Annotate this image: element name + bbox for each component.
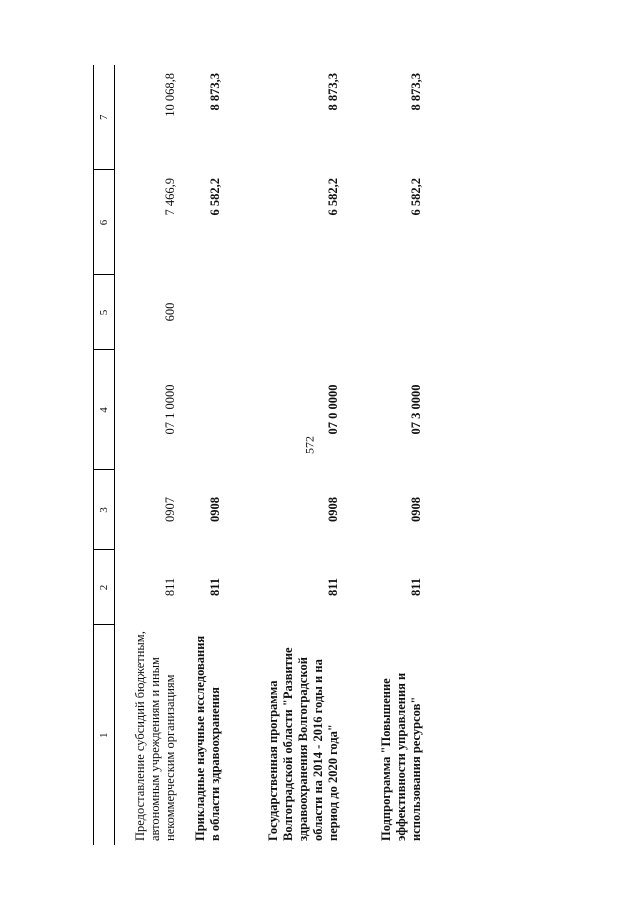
row-amount-7: 8 873,3: [208, 73, 222, 111]
row-section: 0908: [409, 497, 423, 522]
header-col-5: 5: [94, 275, 115, 350]
row-vid: [178, 275, 223, 350]
row-target: [178, 350, 223, 470]
row-amount-6: 6 582,2: [409, 178, 423, 216]
row-target: 07 3 0000: [409, 384, 423, 435]
table-row: [341, 65, 424, 845]
row-name: Предоставление субсидий бюджетным, автономным учреждениям и иным некоммерческим организациям: [133, 631, 177, 841]
rotated-page: [93, 65, 633, 845]
row-amount-7: 8 873,3: [409, 73, 423, 111]
page-number: 572: [302, 436, 317, 454]
row-target: 07 0 0000: [326, 384, 340, 435]
header-col-2: 2: [94, 550, 115, 625]
header-col-6: 6: [94, 170, 115, 275]
row-amount-6: 6 582,2: [326, 178, 340, 216]
row-code: 811: [326, 577, 340, 597]
row-vid: [341, 275, 424, 350]
row-amount-7: 10 068,8: [163, 73, 177, 117]
table-row: [178, 65, 223, 845]
row-code: 811: [163, 577, 177, 597]
row-code: 811: [208, 577, 222, 597]
budget-table: [93, 65, 424, 845]
table-row: [115, 65, 179, 845]
row-vid: 600: [163, 302, 177, 322]
header-col-1: 1: [94, 625, 115, 845]
row-amount-6: 6 582,2: [208, 178, 222, 216]
row-amount-7: 8 873,3: [326, 73, 340, 111]
row-name: Подпрограмма "Повышение эффективности управления и использования ресурсов": [379, 672, 423, 841]
header-row: [94, 65, 115, 845]
header-col-7: 7: [94, 65, 115, 170]
row-code: 811: [409, 577, 423, 597]
header-col-3: 3: [94, 470, 115, 550]
row-section: 0907: [163, 497, 177, 522]
row-name: Государственная программа Волгоградской области "Развитие здравоохранения Волгоградской области на 2014 - 2016 годы и на период до 2020 года": [266, 647, 340, 841]
row-name: Прикладные научные исследования в области здравоохранения: [193, 635, 222, 841]
row-section: 0908: [208, 497, 222, 522]
table-row: [223, 65, 341, 845]
row-amount-6: 7 466,9: [163, 178, 177, 216]
row-target: 07 1 0000: [163, 384, 177, 435]
header-col-4: 4: [94, 350, 115, 470]
row-section: 0908: [326, 497, 340, 522]
row-vid: [223, 275, 341, 350]
